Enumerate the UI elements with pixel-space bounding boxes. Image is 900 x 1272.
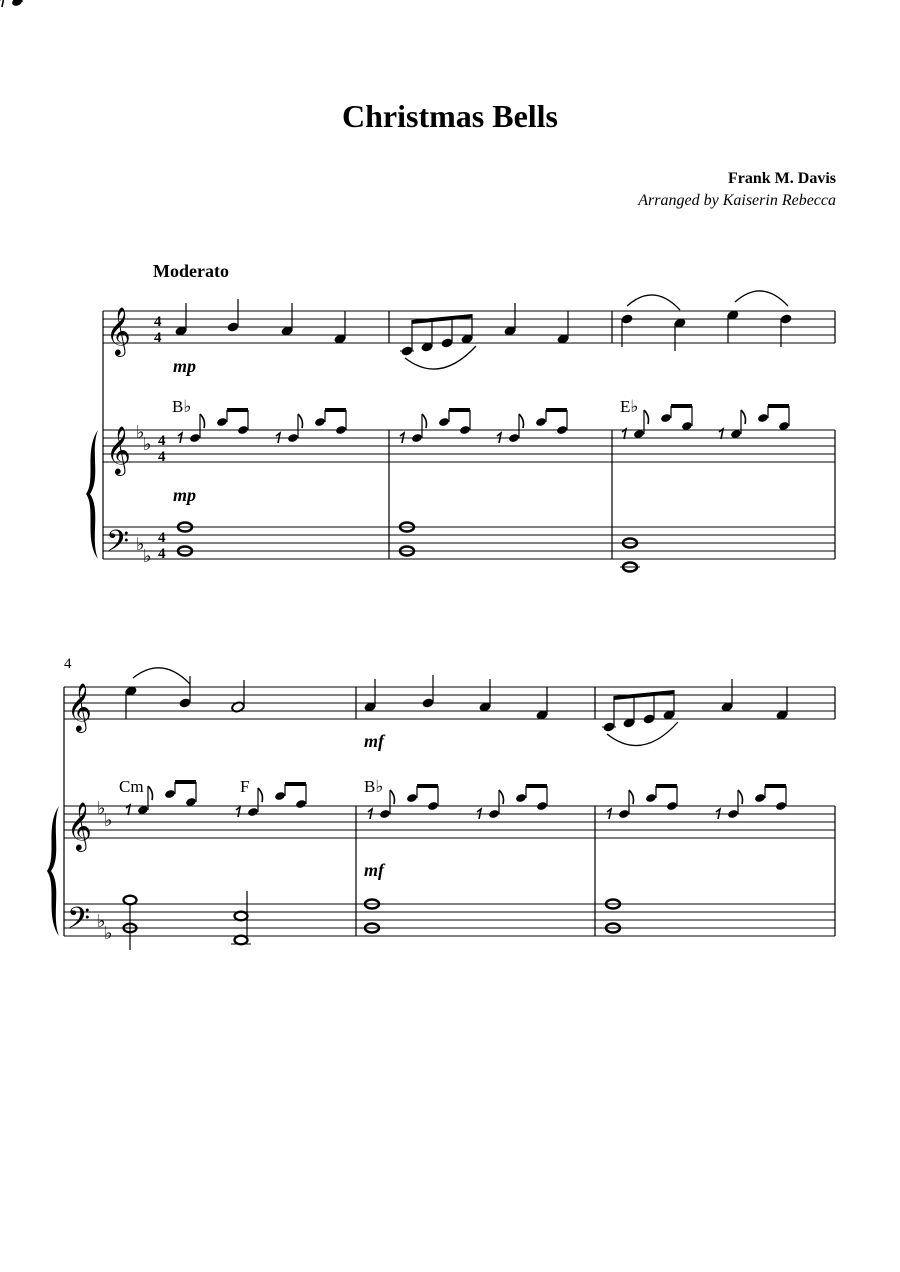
treble-clef-icon: 𝄞 (67, 801, 92, 850)
system1-piano-bass-staff (103, 527, 835, 559)
dynamic-marking: mf (364, 860, 384, 880)
flat-icon: ♭ (136, 534, 145, 555)
dynamic-marking: mp (173, 356, 197, 376)
system2-piano-bass-staff (64, 904, 835, 936)
score-title: Christmas Bells (342, 98, 558, 134)
treble-clef-icon: 𝄞 (106, 306, 131, 355)
time-signature-denominator: 4 (154, 330, 162, 346)
flat-icon: ♭ (143, 546, 152, 567)
dynamic-marking: mp (173, 485, 197, 505)
system1-piano-treble-staff (103, 430, 835, 462)
melody-measure-6 (602, 679, 789, 746)
melody-measure-3 (620, 291, 792, 351)
time-signature-numerator: 4 (154, 314, 162, 330)
flat-icon: ♭ (104, 810, 113, 831)
bass-clef-icon: 𝄢 (67, 902, 91, 943)
flat-icon: ♭ (136, 422, 145, 443)
system2-melody-staff (64, 687, 835, 719)
chord-symbol: Cm (119, 777, 144, 796)
dynamic-marking: mf (364, 731, 384, 751)
flat-icon: ♭ (143, 434, 152, 455)
arranger-credit: Arranged by Kaiserin Rebecca (638, 192, 836, 209)
chord-symbol: B♭ (364, 777, 384, 796)
flat-icon: ♭ (104, 923, 113, 944)
time-signature-numerator: 4 (158, 530, 166, 546)
system1-piano-brace (86, 430, 98, 559)
melody-measure-2 (400, 303, 570, 369)
composer-credit: Frank M. Davis (728, 170, 836, 187)
treble-clef-icon: 𝄞 (106, 425, 131, 474)
melody-measure-1 (174, 299, 346, 345)
system1-barlines (389, 311, 835, 559)
chord-symbol: B♭ (172, 397, 192, 416)
system2-piano-brace (47, 806, 59, 936)
time-signature-denominator: 4 (158, 449, 166, 465)
flat-icon: ♭ (97, 911, 106, 932)
system2-barlines (356, 687, 835, 936)
tempo-marking: Moderato (153, 261, 229, 281)
piano-rh-pattern (0, 0, 71, 7)
time-signature-denominator: 4 (158, 546, 166, 562)
flat-icon: ♭ (97, 798, 106, 819)
treble-clef-icon: 𝄞 (67, 682, 92, 731)
melody-measure-5 (363, 675, 548, 721)
chord-symbol: F (240, 777, 250, 796)
measure-number: 4 (64, 656, 72, 672)
time-signature-numerator: 4 (158, 433, 166, 449)
bass-clef-icon: 𝄢 (106, 525, 130, 566)
chord-symbol: E♭ (620, 397, 639, 416)
